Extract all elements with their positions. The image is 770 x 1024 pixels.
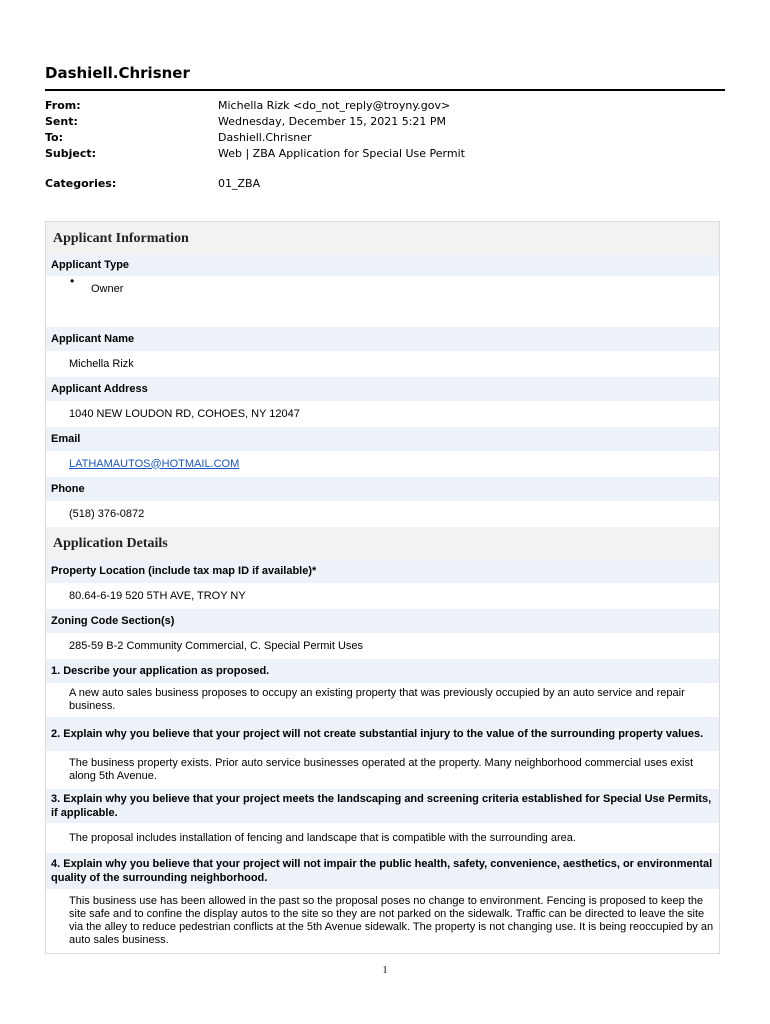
categories-label: Categories: xyxy=(45,177,117,190)
header-divider xyxy=(45,89,725,91)
question-2-answer: The business property exists. Prior auto service businesses operated at the property. Many neighborhood commercial uses exist along 5th Avenue. xyxy=(46,751,719,789)
to-row xyxy=(45,130,465,146)
sent-row xyxy=(45,114,465,130)
question-3-answer: The proposal includes installation of fencing and landscape that is compatible with the surrounding area. xyxy=(46,823,719,853)
page-number: 1 xyxy=(382,965,388,976)
application-details-heading: Application Details xyxy=(46,527,719,559)
from-value: Michella Rizk <do_not_reply@troyny.gov> xyxy=(218,99,451,112)
question-1-answer: A new auto sales business proposes to occupy an existing property that was previously occupied by an auto service and repair business. xyxy=(46,683,719,717)
applicant-type-value: • Owner xyxy=(46,276,719,327)
applicant-type-label: Applicant Type xyxy=(46,254,719,276)
question-4-answer: This business use has been allowed in the past so the proposal poses no change to environment. Fencing is proposed to keep the site safe and to confine the display autos to the site so they are not parked on the sidewalk. Traffic can be directed to leave the site via the alley to reduce pedestrian conflicts at the 5th Avenue sidewalk. The property is not changing use. It is being reoccupied by an auto sales business. xyxy=(46,889,719,953)
phone-value: (518) 376-0872 xyxy=(46,501,719,527)
property-location-value: 80.64-6-19 520 5TH AVE, TROY NY xyxy=(46,583,719,609)
question-2-label: 2. Explain why you believe that your project will not create substantial injury to the value of the surrounding property values. xyxy=(46,717,719,751)
subject-row xyxy=(45,146,465,162)
subject-value: Web | ZBA Application for Special Use Permit xyxy=(218,147,465,160)
sent-value: Wednesday, December 15, 2021 5:21 PM xyxy=(218,115,447,128)
email-link[interactable]: LATHAMAUTOS@HOTMAIL.COM xyxy=(69,457,240,470)
application-form xyxy=(45,221,720,954)
zoning-code-value: 285-59 B-2 Community Commercial, C. Special Permit Uses xyxy=(46,633,719,659)
categories-row xyxy=(45,176,465,192)
from-row xyxy=(45,98,465,114)
zoning-code-label: Zoning Code Section(s) xyxy=(46,609,719,633)
phone-label: Phone xyxy=(46,477,719,501)
applicant-name-label: Applicant Name xyxy=(46,327,719,351)
applicant-information-heading: Applicant Information xyxy=(46,222,719,254)
question-1-label: 1. Describe your application as proposed. xyxy=(46,659,719,683)
subject-label: Subject: xyxy=(45,147,97,160)
applicant-address-value: 1040 NEW LOUDON RD, COHOES, NY 12047 xyxy=(46,401,719,427)
to-value: Dashiell.Chrisner xyxy=(218,131,312,144)
from-label: From: xyxy=(45,99,81,112)
applicant-name-value: Michella Rizk xyxy=(46,351,719,377)
property-location-label: Property Location (include tax map ID if available)* xyxy=(46,559,719,583)
email-metadata xyxy=(45,98,465,192)
email-value xyxy=(46,451,719,477)
sent-label: Sent: xyxy=(45,115,78,128)
to-label: To: xyxy=(45,131,63,144)
question-4-label: 4. Explain why you believe that your project will not impair the public health, safety, convenience, aesthetics, or environmental quality of the surrounding neighborhood. xyxy=(46,853,719,889)
categories-value: 01_ZBA xyxy=(218,177,261,190)
applicant-address-label: Applicant Address xyxy=(46,377,719,401)
recipient-heading: Dashiell.Chrisner xyxy=(45,64,190,82)
question-3-label: 3. Explain why you believe that your project meets the landscaping and screening criteria established for Special Use Permits, if applicable. xyxy=(46,789,719,823)
email-label: Email xyxy=(46,427,719,451)
